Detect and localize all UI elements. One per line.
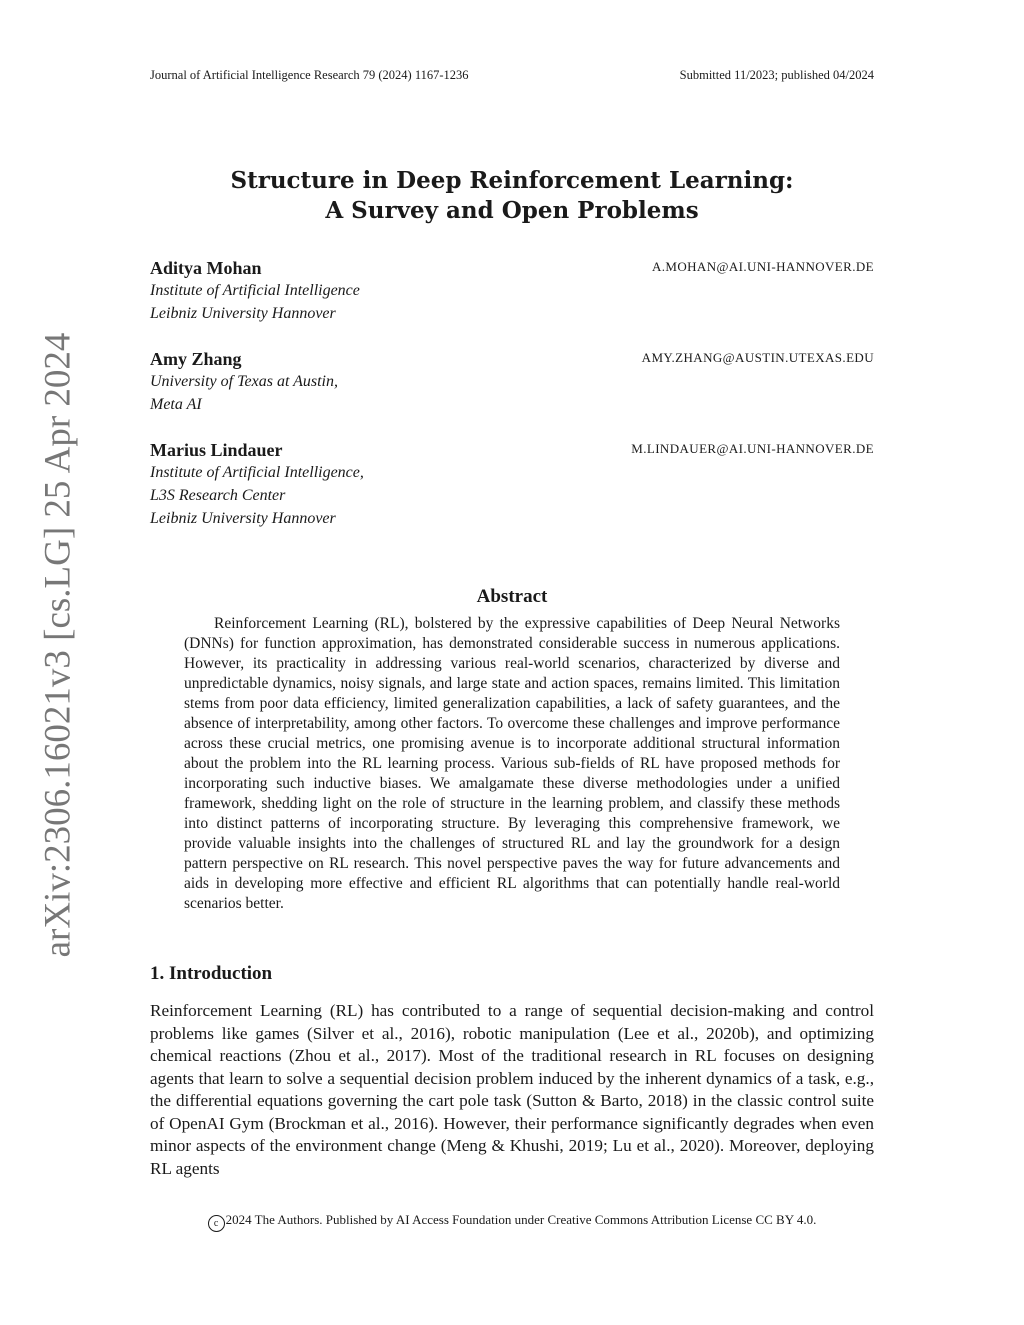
copyright-icon: c — [208, 1215, 225, 1232]
author-affiliation: Institute of Artificial Intelligence, — [150, 464, 364, 481]
section-heading: 1. Introduction — [150, 963, 273, 984]
author-name: Marius Lindauer — [150, 440, 283, 460]
author-affiliation: Meta AI — [150, 396, 202, 413]
author-affiliation: Institute of Artificial Intelligence — [150, 282, 360, 299]
introduction-text: Reinforcement Learning (RL) has contributed to a range of sequential decision-making and control problems like games (Silver et al., 2016), robotic manipulation (Lee et al., 2020b), and optimizing chemical reactions (Zhou et al., 2017). Most of the traditional research in RL focuses on designing agents that learn to solve a sequential decision problem induced by the inherent dynamics of a task, e.g., the differential equations governing the cart pole task (Sutton & Barto, 2018) in the classic control suite of OpenAI Gym (Brockman et al., 2016). However, their performance significantly degrades when even minor aspects of the environment change (Meng & Khushi, 2019; Lu et al., 2020). Moreover, deploying RL agents — [150, 1001, 874, 1178]
author-affiliation: University of Texas at Austin, — [150, 373, 338, 390]
author-name: Aditya Mohan — [150, 258, 262, 278]
author-affiliation: Leibniz University Hannover — [150, 305, 336, 322]
author-name: Amy Zhang — [150, 349, 242, 369]
author-affiliation: Leibniz University Hannover — [150, 510, 336, 527]
author-block — [150, 348, 874, 416]
author-email[interactable]: M.LINDAUER@AI.UNI-HANNOVER.DE — [631, 441, 874, 456]
running-header-dates: Submitted 11/2023; published 04/2024 — [679, 68, 874, 82]
copyright-footer — [0, 1212, 1024, 1232]
title-line-1: Structure in Deep Reinforcement Learning: — [230, 167, 794, 194]
abstract-heading: Abstract — [476, 586, 548, 607]
copyright-text: 2024 The Authors. Published by AI Access Foundation under Creative Commons Attribution License CC BY 4.0. — [225, 1212, 817, 1227]
paper-title — [0, 166, 1024, 226]
abstract-text: Reinforcement Learning (RL), bolstered by the expressive capabilities of Deep Neural Networks (DNNs) for function approximation, has demonstrated considerable success in numerous applications. However, its practicality in addressing various real-world scenarios, characterized by diverse and unpredictable dynamics, noisy signals, and large state and action spaces, remains limited. This limitation stems from poor data efficiency, limited generalization capabilities, a lack of safety guarantees, and the absence of interpretability, among other factors. To overcome these challenges and improve performance across these crucial metrics, one promising avenue is to incorporate additional structural information about the problem into the RL learning process. Various sub-fields of RL have proposed methods for incorporating such inductive biases. We amalgamate these diverse methodologies under a unified framework, shedding light on the role of structure in the learning problem, and classify these methods into distinct patterns of incorporating structure. By leveraging this comprehensive framework, we provide valuable insights into the challenges of structured RL and lay the groundwork for a design pattern perspective on RL research. This novel perspective paves the way for future advancements and aids in developing more effective and efficient RL algorithms that can potentially handle real-world scenarios better. — [184, 615, 840, 912]
author-block — [150, 439, 874, 530]
author-email[interactable]: A.MOHAN@AI.UNI-HANNOVER.DE — [651, 259, 874, 274]
author-affiliation: L3S Research Center — [150, 487, 286, 504]
author-block — [150, 257, 874, 325]
running-header-journal: Journal of Artificial Intelligence Research 79 (2024) 1167-1236 — [150, 68, 469, 82]
arxiv-stamp: arXiv:2306.16021v3 [cs.LG] 25 Apr 2024 — [37, 332, 79, 958]
author-email[interactable]: AMY.ZHANG@AUSTIN.UTEXAS.EDU — [641, 350, 874, 365]
title-line-2: A Survey and Open Problems — [325, 197, 699, 224]
